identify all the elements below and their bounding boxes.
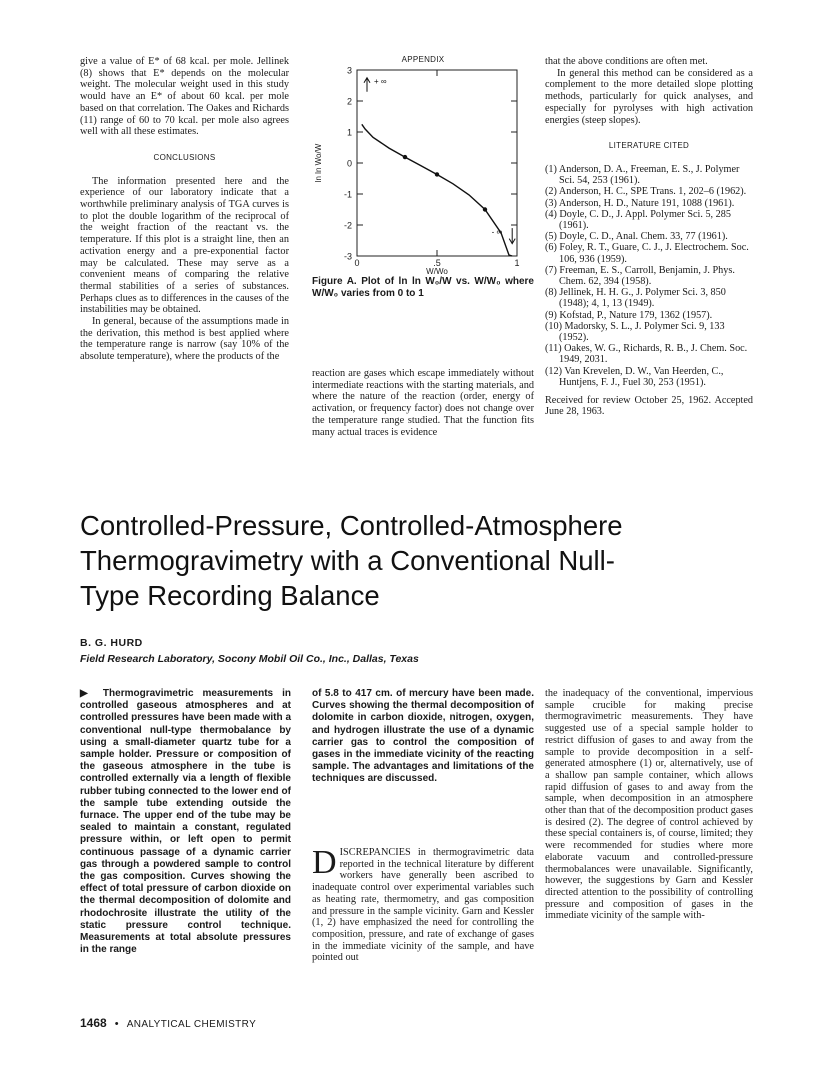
reference-list (545, 164, 753, 388)
x-tick-label: 1 (514, 258, 520, 268)
received-line: Received for review October 25, 1962. Accepted June 28, 1963. (545, 394, 753, 418)
middle-column-top (312, 368, 534, 438)
y-tick-label: 2 (346, 96, 352, 107)
footer-bullet: • (114, 1018, 119, 1030)
abstract-column-a (80, 688, 291, 956)
reference-item: (6) Foley, R. T., Guare, C. J., J. Electrochem. Soc. 106, 936 (1959). (545, 242, 749, 265)
right-column-top (545, 56, 753, 417)
body-column-b (312, 844, 534, 964)
minus-infinity-label: - ∞ (491, 227, 503, 237)
journal-name: ANALYTICAL CHEMISTRY (126, 1019, 257, 1030)
y-tick-label: 3 (346, 65, 352, 76)
body-text-c: the inadequacy of the conventional, impervious sample crucible for making precise thermogravimetric measurements. They have suggested use of a special sample holder to restrict diffusion of gases to and away from the sample to provide decomposition in a self-generated atmosphere (1) or, alternatively, use of a shallow pan sample container, which allows rapid diffusion of gases to and away from the sample, when decomposition in an atmosphere other than that of the decomposition product gases is desired (2). The degree of control achieved by these special containers is, of course, limited; they were recommended for studies where more elaborate vacuum and controlled-pressure thermobalances were unavailable. Significantly, however, the suggestions by Garn and Kessler directed attention to the possibility of controlling pressure and composition of gases in the immediate vicinity of the sample with- (545, 688, 753, 922)
paragraph-reaction-gases: reaction are gases which escape immediately without intermediate reactions with the starting materials, and where the nature of the reaction (order, energy of activation, or frequency factor) does not change over the temperature range studied. That the function fits many actual traces is evidence (312, 368, 534, 438)
reference-item: (12) Van Krevelen, D. W., Van Heerden, C., Huntjens, F. J., Fuel 30, 253 (1951). (545, 365, 724, 388)
article-affiliation: Field Research Laboratory, Socony Mobil Oil Co., Inc., Dallas, Texas (80, 653, 419, 665)
x-tick-label: 0 (354, 258, 360, 268)
paragraph-conclusions: The information presented here and the experience of our laboratory indicate that a worthwhile preliminary analysis of TGA curves is to plot the double logarithm of the reciprocal of the weight fraction of the reactant vs. the temperature. If this plot is a straight line, then an activation energy and a pre-exponential factor may be calculated. These may serve as a convenient means of comparing the relative thermal stabilities of a series of substances. Perhaps clues as to differences in the causes of the instabilities may be obtained. (80, 175, 289, 316)
plus-infinity-label: + ∞ (374, 76, 387, 86)
y-tick-label: -1 (343, 189, 352, 200)
reference-item: (9) Kofstad, P., Nature 179, 1362 (1957). (545, 309, 713, 321)
drop-cap: D (312, 844, 337, 881)
conclusions-heading: CONCLUSIONS (153, 152, 216, 162)
reference-item: (11) Oakes, W. G., Richards, R. B., J. Chem. Soc. 1949, 2031. (545, 343, 748, 366)
chart-point (403, 155, 407, 159)
abstract-text-b: of 5.8 to 417 cm. of mercury have been made. Curves showing the thermal decomposition of dolomite in carbon dioxide, nitrogen, oxygen, and hydrogen illustrate the use of a dynamic carrier gas to control the composition of gases in the immediate vicinity of the reacting sample. The advantages and limitations of the techniques are discussed. (312, 688, 534, 785)
y-axis-label: ln ln Wo/W (314, 143, 323, 183)
abstract-text-a: Thermogravimetric measurements in controlled gaseous atmospheres and at controlled pressures have been made with a conventional null-type thermobalance by using a small-diameter quartz tube for a sample holder. Pressure or composition of the gaseous atmosphere in the tube is controlled externally via a length of flexible rubber tubing connected to the lower end of the sample tube extending outside the furnace. The upper end of the tube may be sealed to maintain a constant, regulated pressure within, or left open to permit continuous passage of a dynamic carrier gas through a powdered sample to control the gas composition. Curves showing the effect of total pressure of carbon dioxide on the thermal decomposition of dolomite and rhodochrosite illustrate the utility of the static pressure control technique. Measurements at total absolute pressures in the range (80, 688, 291, 956)
paragraph-assumptions: In general, because of the assumptions made in the derivation, this method is best applied where the temperature range is narrow (say 10% of the absolute temperature), where the products of the (80, 316, 289, 363)
body-paragraph-intro (312, 844, 534, 964)
x-tick-label: .5 (433, 258, 441, 268)
reference-item: (4) Doyle, C. D., J. Appl. Polymer Sci. 5, 285 (1961). (545, 208, 731, 231)
x-axis-label: W/Wo (426, 267, 448, 274)
reference-item: (3) Anderson, H. D., Nature 191, 1088 (1961). (545, 197, 735, 209)
body-text-b: ISCREPANCIES in thermogravimetric data reported in the technical literature by different workers have generally been ascribed to inadequate control over experimental variables such as heating rate, thermometry, and gas composition and pressure in the sample vicinity. Garn and Kessler (1, 2) have emphasized the need for controlling the composition, pressure, and rate of exchange of gases in the immediate vicinity of the sample, and have pointed out (312, 847, 534, 964)
chart-point (483, 207, 487, 211)
chart-curve-line (362, 124, 512, 256)
reference-item: (8) Jellinek, H. H. G., J. Polymer Sci. 3, 850 (1948); 4, 1, 13 (1949). (545, 287, 726, 310)
y-tick-label: -3 (343, 251, 352, 262)
appendix-heading: APPENDIX (401, 55, 445, 64)
article-author: B. G. HURD (80, 637, 143, 649)
reference-item: (2) Anderson, H. C., SPE Trans. 1, 202–6 (1962). (545, 186, 747, 198)
paragraph-estimates: give a value of E* of 68 kcal. per mole. Jellinek (8) shows that E* depends on the molecular weight. The molecular weight used in this study would have an E* of about 60 kcal. per mole based on that correlation. The Oakes and Richards (11) range of 60 to 70 kcal. per mole also agrees well with all these estimates. (80, 56, 289, 138)
figure-a-chart (305, 64, 535, 274)
reference-item: (10) Madorsky, S. L., J. Polymer Sci. 9, 133 (1952). (545, 320, 725, 343)
y-tick-label: 1 (346, 127, 352, 138)
abstract-marker-icon: ▶ (80, 688, 103, 699)
left-column-top (80, 56, 289, 363)
article-title: Controlled-Pressure, Controlled-Atmosphere Thermogravimetry with a Conventional Null-Type Recording Balance (80, 510, 623, 611)
y-tick-label: -2 (343, 220, 352, 231)
reference-item: (5) Doyle, C. D., Anal. Chem. 33, 77 (1961). (545, 231, 728, 243)
body-column-c (545, 688, 753, 922)
reference-item: (1) Anderson, D. A., Freeman, E. S., J. Polymer Sci. 54, 253 (1961). (545, 163, 740, 187)
abstract-column-b (312, 688, 534, 786)
figure-caption: Figure A. Plot of ln ln W₀/W vs. W/W₀ where W/W₀ varies from 0 to 1 (312, 276, 534, 299)
paragraph-complement: In general this method can be considered as a complement to the more detailed slope plotting methods, particularly for quick analyses, and especially for pyrolyses with high activation energies (steep slopes). (545, 67, 753, 126)
page-footer (80, 1016, 256, 1030)
paragraph-conditions: that the above conditions are often met. (545, 56, 708, 67)
chart-point (435, 172, 439, 176)
page-number: 1468 (80, 1016, 107, 1030)
literature-cited-heading: LITERATURE CITED (608, 141, 690, 151)
y-tick-label: 0 (346, 158, 352, 169)
reference-item: (7) Freeman, E. S., Carroll, Benjamin, J. Phys. Chem. 62, 394 (1958). (545, 264, 735, 287)
